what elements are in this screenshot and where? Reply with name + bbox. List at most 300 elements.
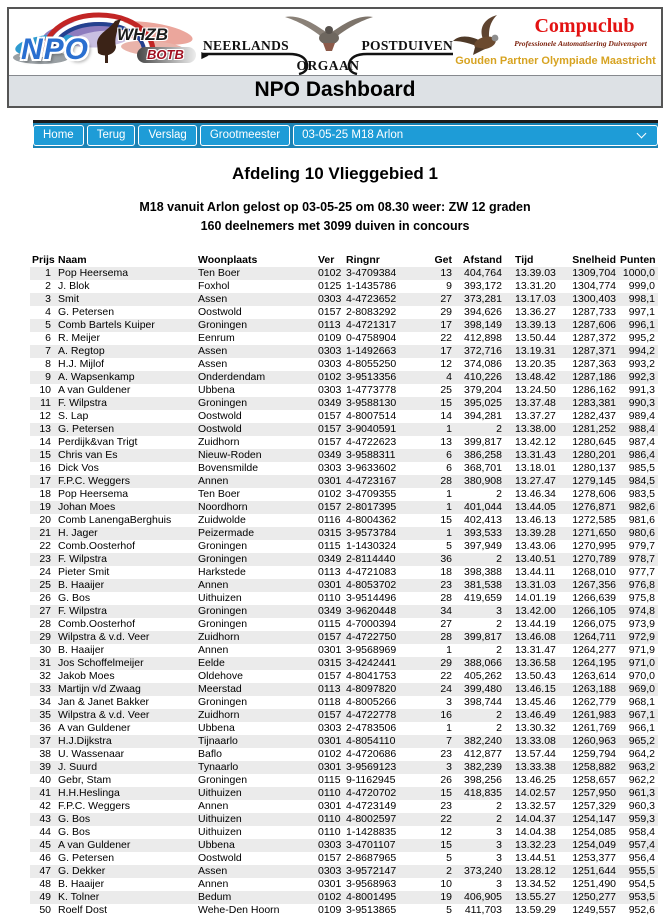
cell-woonplaats: Meerstad xyxy=(198,682,242,695)
cell-ringnr: 2-8083292 xyxy=(346,305,397,318)
cell-get: 29 xyxy=(440,656,452,669)
compuclub-name: Compuclub xyxy=(534,15,635,37)
cell-tijd: 13.39.03 xyxy=(515,266,556,279)
cell-snelheid: 1258,882 xyxy=(572,760,616,773)
cell-prijs: 33 xyxy=(39,682,51,695)
cell-prijs: 12 xyxy=(39,409,51,422)
cell-prijs: 9 xyxy=(45,370,51,383)
cell-naam: J. Suurd xyxy=(58,760,98,773)
cell-woonplaats: Assen xyxy=(198,344,228,357)
cell-naam: Comb Bartels Kuiper xyxy=(58,318,155,331)
cell-naam: H.J.Dijkstra xyxy=(58,734,112,747)
terug-button[interactable]: Terug xyxy=(87,125,136,146)
cell-snelheid: 1263,614 xyxy=(572,669,616,682)
cell-naam: U. Wassenaar xyxy=(58,747,125,760)
cell-naam: F.P.C. Weggers xyxy=(58,474,130,487)
cell-prijs: 25 xyxy=(39,578,51,591)
cell-tijd: 13.46.15 xyxy=(515,682,556,695)
neerlands-postduiven-orgaan-logo xyxy=(203,12,453,74)
table-row xyxy=(30,592,658,605)
cell-snelheid: 1264,195 xyxy=(572,656,616,669)
cell-tijd: 13.46.49 xyxy=(515,708,556,721)
cell-ver: 0301 xyxy=(318,877,342,890)
home-button[interactable]: Home xyxy=(33,125,84,146)
cell-snelheid: 1251,490 xyxy=(572,877,616,890)
table-row xyxy=(30,657,658,670)
cell-afstand: 373,281 xyxy=(464,292,502,305)
cell-snelheid: 1270,789 xyxy=(572,552,616,565)
cell-ver: 0301 xyxy=(318,799,342,812)
cell-afstand: 418,835 xyxy=(464,786,502,799)
cell-get: 6 xyxy=(446,461,452,474)
cell-ver: 0315 xyxy=(318,656,342,669)
cell-ver: 0157 xyxy=(318,422,342,435)
cell-afstand: 393,172 xyxy=(464,279,502,292)
cell-afstand: 382,240 xyxy=(464,734,502,747)
cell-ver: 0349 xyxy=(318,552,342,565)
cell-prijs: 43 xyxy=(39,812,51,825)
compuclub-tagline: Professionele Automatisering Duivensport xyxy=(514,39,647,48)
table-row xyxy=(30,774,658,787)
cell-woonplaats: Eelde xyxy=(198,656,225,669)
cell-snelheid: 1300,403 xyxy=(572,292,616,305)
cell-afstand: 395,025 xyxy=(464,396,502,409)
table-row xyxy=(30,865,658,878)
cell-tijd: 13.59.29 xyxy=(515,903,556,915)
cell-get: 17 xyxy=(440,318,452,331)
cell-ver: 0109 xyxy=(318,903,342,915)
cell-woonplaats: Eenrum xyxy=(198,331,235,344)
cell-ver: 0349 xyxy=(318,396,342,409)
cell-ringnr: 3-9513356 xyxy=(346,370,397,383)
cell-afstand: 402,413 xyxy=(464,513,502,526)
dashboard-title: NPO Dashboard xyxy=(9,75,661,106)
cell-naam: G. Dekker xyxy=(58,864,106,877)
cell-woonplaats: Zuidhorn xyxy=(198,708,240,721)
cell-ver: 0301 xyxy=(318,578,342,591)
cell-woonplaats: Oostwold xyxy=(198,409,242,422)
table-row xyxy=(30,683,658,696)
cell-afstand: 379,204 xyxy=(464,383,502,396)
cell-ringnr: 4-8054110 xyxy=(346,734,396,747)
cell-ver: 0303 xyxy=(318,721,342,734)
table-row xyxy=(30,345,658,358)
cell-ringnr: 4-4722778 xyxy=(346,708,397,721)
cell-get: 17 xyxy=(440,344,452,357)
cell-afstand: 398,149 xyxy=(464,318,502,331)
race-select[interactable] xyxy=(293,125,658,146)
cell-naam: Martijn v/d Zwaag xyxy=(58,682,141,695)
cell-ringnr: 3-9620448 xyxy=(346,604,397,617)
cell-naam: Pieter Smit xyxy=(58,565,110,578)
cell-ringnr: 4-4720686 xyxy=(346,747,397,760)
cell-punten: 993,2 xyxy=(628,357,655,370)
cell-prijs: 34 xyxy=(39,695,51,708)
cell-ringnr: 1-4773778 xyxy=(346,383,397,396)
cell-punten: 992,3 xyxy=(628,370,655,383)
table-row xyxy=(30,462,658,475)
cell-tijd: 13.39.13 xyxy=(515,318,556,331)
cell-get: 22 xyxy=(440,331,452,344)
cell-tijd: 13.50.43 xyxy=(515,669,556,682)
cell-snelheid: 1276,871 xyxy=(572,500,616,513)
cell-afstand: 412,877 xyxy=(464,747,502,760)
cell-snelheid: 1287,371 xyxy=(572,344,616,357)
chevron-down-icon xyxy=(637,129,647,139)
cell-woonplaats: Oldehove xyxy=(198,669,243,682)
cell-get: 15 xyxy=(440,838,452,851)
table-row xyxy=(30,579,658,592)
cell-afstand: 2 xyxy=(496,721,502,734)
cell-snelheid: 1309,704 xyxy=(572,266,616,279)
header-ver: Ver xyxy=(316,254,344,267)
cell-woonplaats: Annen xyxy=(198,799,229,812)
cell-prijs: 11 xyxy=(40,396,51,409)
race-select-value: 03-05-25 M18 Arlon xyxy=(302,129,404,141)
cell-punten: 985,5 xyxy=(628,461,655,474)
table-row xyxy=(30,722,658,735)
cell-snelheid: 1283,381 xyxy=(572,396,616,409)
cell-ringnr: 4-4723167 xyxy=(346,474,397,487)
cell-afstand: 388,066 xyxy=(464,656,502,669)
cell-punten: 983,5 xyxy=(628,487,655,500)
cell-woonplaats: Bovensmilde xyxy=(198,461,259,474)
cell-afstand: 2 xyxy=(496,643,502,656)
cell-naam: Roelf Dost xyxy=(58,903,108,915)
cell-prijs: 38 xyxy=(39,747,51,760)
cell-tijd: 14.02.57 xyxy=(515,786,556,799)
cell-get: 6 xyxy=(446,448,452,461)
cell-ver: 0157 xyxy=(318,305,342,318)
cell-tijd: 13.55.27 xyxy=(515,890,556,903)
cell-ver: 0349 xyxy=(318,448,342,461)
cell-ver: 0109 xyxy=(318,331,342,344)
table-row xyxy=(30,319,658,332)
cell-get: 23 xyxy=(440,578,452,591)
cell-afstand: 3 xyxy=(496,838,502,851)
cell-get: 15 xyxy=(440,786,452,799)
cell-woonplaats: Noordhorn xyxy=(198,500,248,513)
table-row xyxy=(30,566,658,579)
table-row xyxy=(30,488,658,501)
cell-afstand: 393,533 xyxy=(464,526,502,539)
cell-snelheid: 1266,105 xyxy=(572,604,616,617)
cell-snelheid: 1257,329 xyxy=(572,799,616,812)
cell-ver: 0110 xyxy=(318,825,341,838)
table-row xyxy=(30,709,658,722)
cell-afstand: 398,388 xyxy=(464,565,502,578)
cell-ringnr: 3-9573784 xyxy=(346,526,397,539)
cell-afstand: 2 xyxy=(496,422,502,435)
cell-tijd: 13.37.27 xyxy=(515,409,556,422)
table-row xyxy=(30,527,658,540)
cell-punten: 955,5 xyxy=(628,864,655,877)
cell-afstand: 399,817 xyxy=(464,630,502,643)
cell-tijd: 13.20.35 xyxy=(515,357,556,370)
cell-ringnr: 4-8001495 xyxy=(346,890,397,903)
cell-ringnr: 4-4720702 xyxy=(346,786,397,799)
cell-naam: B. Haaijer xyxy=(58,877,105,890)
cell-prijs: 14 xyxy=(39,435,51,448)
cell-tijd: 13.44.19 xyxy=(515,617,556,630)
cell-tijd: 13.33.08 xyxy=(515,734,556,747)
cell-ver: 0110 xyxy=(318,786,341,799)
cell-ringnr: 4-8007514 xyxy=(346,409,397,422)
cell-get: 22 xyxy=(440,812,452,825)
cell-ringnr: 9-1162945 xyxy=(346,773,396,786)
table-row xyxy=(30,631,658,644)
neerlands-text: NEERLANDS xyxy=(203,38,289,53)
whzb-logo-text: WHZB xyxy=(117,25,168,44)
cell-punten: 954,5 xyxy=(628,877,655,890)
cell-prijs: 10 xyxy=(39,383,51,396)
table-row xyxy=(30,761,658,774)
race-info-line2: 160 deelnemers met 3099 duiven in concours xyxy=(200,219,470,234)
cell-tijd: 13.45.46 xyxy=(515,695,556,708)
cell-woonplaats: Groningen xyxy=(198,396,248,409)
cell-snelheid: 1280,137 xyxy=(572,461,616,474)
cell-punten: 953,5 xyxy=(628,890,655,903)
grootmeester-button[interactable]: Grootmeester xyxy=(200,125,290,146)
cell-ver: 0301 xyxy=(318,760,342,773)
cell-get: 18 xyxy=(440,565,452,578)
cell-naam: H.J. Mijlof xyxy=(58,357,105,370)
cell-punten: 999,0 xyxy=(628,279,655,292)
cell-naam: G. Bos xyxy=(58,812,91,825)
cell-afstand: 381,538 xyxy=(464,578,502,591)
cell-naam: Chris van Es xyxy=(58,448,118,461)
cell-get: 12 xyxy=(440,357,452,370)
cell-punten: 980,6 xyxy=(628,526,655,539)
cell-prijs: 44 xyxy=(39,825,51,838)
cell-prijs: 36 xyxy=(39,721,51,734)
table-row xyxy=(30,540,658,553)
cell-ringnr: 1-1430324 xyxy=(346,539,397,552)
table-row xyxy=(30,371,658,384)
cell-snelheid: 1287,363 xyxy=(572,357,616,370)
cell-ver: 0113 xyxy=(318,682,341,695)
cell-ver: 0303 xyxy=(318,292,342,305)
cell-ver: 0102 xyxy=(318,370,342,383)
cell-naam: B. Haaijer xyxy=(58,643,105,656)
table-row xyxy=(30,813,658,826)
cell-punten: 969,0 xyxy=(628,682,655,695)
cell-ver: 0303 xyxy=(318,461,342,474)
cell-get: 10 xyxy=(440,877,452,890)
header-naam: Naam xyxy=(56,254,196,267)
cell-ver: 0303 xyxy=(318,383,342,396)
cell-get: 1 xyxy=(446,721,452,734)
table-row xyxy=(30,878,658,891)
cell-snelheid: 1278,606 xyxy=(572,487,616,500)
cell-prijs: 27 xyxy=(39,604,51,617)
cell-prijs: 42 xyxy=(39,799,51,812)
table-row xyxy=(30,358,658,371)
cell-afstand: 2 xyxy=(496,812,502,825)
table-row xyxy=(30,852,658,865)
cell-ver: 0102 xyxy=(318,747,342,760)
table-row xyxy=(30,618,658,631)
cell-naam: Gebr, Stam xyxy=(58,773,112,786)
cell-get: 26 xyxy=(440,773,452,786)
cell-snelheid: 1279,145 xyxy=(572,474,616,487)
cell-snelheid: 1264,277 xyxy=(572,643,616,656)
cell-prijs: 41 xyxy=(39,786,51,799)
cell-ringnr: 3-4242441 xyxy=(346,656,397,669)
cell-naam: S. Lap xyxy=(58,409,89,422)
cell-naam: Comb LanengaBerghuis xyxy=(58,513,172,526)
cell-ringnr: 3-9513865 xyxy=(346,903,397,915)
cell-get: 34 xyxy=(440,604,452,617)
cell-naam: Jos Schoffelmeijer xyxy=(58,656,144,669)
compuclub-partner-line: Gouden Partner Olympiade Maastricht xyxy=(455,55,656,67)
cell-ringnr: 4-4721083 xyxy=(346,565,397,578)
cell-naam: Comb.Oosterhof xyxy=(58,539,136,552)
cell-snelheid: 1253,377 xyxy=(572,851,616,864)
cell-woonplaats: Groningen xyxy=(198,552,248,565)
cell-prijs: 1 xyxy=(45,266,51,279)
cell-prijs: 18 xyxy=(39,487,51,500)
cell-tijd: 13.34.52 xyxy=(515,877,556,890)
cell-naam: A van Guldener xyxy=(58,721,131,734)
cell-snelheid: 1261,983 xyxy=(572,708,616,721)
table-row xyxy=(30,280,658,293)
cell-punten: 981,6 xyxy=(628,513,655,526)
cell-naam: Jakob Moes xyxy=(58,669,115,682)
cell-prijs: 50 xyxy=(39,903,51,915)
cell-get: 28 xyxy=(440,591,452,604)
cell-tijd: 13.17.03 xyxy=(515,292,556,305)
cell-get: 16 xyxy=(440,708,452,721)
cell-punten: 979,7 xyxy=(628,539,655,552)
table-row xyxy=(30,891,658,904)
cell-snelheid: 1266,639 xyxy=(572,591,616,604)
cell-ringnr: 4-8004362 xyxy=(346,513,397,526)
cell-tijd: 13.18.01 xyxy=(515,461,556,474)
cell-tijd: 13.44.51 xyxy=(515,851,556,864)
cell-ringnr: 4-7000394 xyxy=(346,617,397,630)
cell-woonplaats: Assen xyxy=(198,292,228,305)
cell-naam: A. Regtop xyxy=(58,344,105,357)
cell-prijs: 4 xyxy=(45,305,51,318)
header-punten: Punten xyxy=(618,254,658,267)
cell-tijd: 13.28.12 xyxy=(515,864,556,877)
cell-get: 28 xyxy=(440,474,452,487)
cell-afstand: 406,905 xyxy=(464,890,502,903)
cell-tijd: 13.39.28 xyxy=(515,526,556,539)
cell-tijd: 13.44.11 xyxy=(515,565,556,578)
cell-tijd: 13.31.43 xyxy=(515,448,556,461)
cell-naam: F. Wilpstra xyxy=(58,604,108,617)
cell-woonplaats: Peizermade xyxy=(198,526,255,539)
cell-ver: 0110 xyxy=(318,812,341,825)
cell-naam: Pop Heersema xyxy=(58,266,129,279)
cell-get: 5 xyxy=(446,539,452,552)
cell-punten: 972,9 xyxy=(628,630,655,643)
table-row xyxy=(30,501,658,514)
cell-punten: 982,6 xyxy=(628,500,655,513)
cell-get: 3 xyxy=(446,695,452,708)
cell-naam: K. Tolner xyxy=(58,890,100,903)
cell-tijd: 13.50.44 xyxy=(515,331,556,344)
cell-afstand: 412,898 xyxy=(464,331,502,344)
cell-ringnr: 4-8041753 xyxy=(346,669,397,682)
cell-snelheid: 1281,252 xyxy=(572,422,616,435)
cell-afstand: 3 xyxy=(496,604,502,617)
header-ringnr: Ringnr xyxy=(344,254,424,267)
cell-ringnr: 3-9588130 xyxy=(346,396,397,409)
cell-ver: 0157 xyxy=(318,669,342,682)
cell-tijd: 13.48.42 xyxy=(515,370,556,383)
cell-afstand: 405,262 xyxy=(464,669,502,682)
cell-prijs: 40 xyxy=(39,773,51,786)
cell-naam: Perdijk&van Trigt xyxy=(58,435,138,448)
cell-punten: 971,0 xyxy=(628,656,655,669)
cell-prijs: 35 xyxy=(39,708,51,721)
cell-prijs: 45 xyxy=(39,838,51,851)
header-afstand: Afstand xyxy=(454,254,504,267)
header xyxy=(7,7,663,108)
cell-woonplaats: Groningen xyxy=(198,604,248,617)
cell-woonplaats: Groningen xyxy=(198,539,248,552)
verslag-button[interactable]: Verslag xyxy=(138,125,196,146)
cell-ringnr: 4-4722623 xyxy=(346,435,397,448)
cell-prijs: 2 xyxy=(45,279,51,292)
cell-snelheid: 1258,657 xyxy=(572,773,616,786)
cell-woonplaats: Groningen xyxy=(198,695,248,708)
cell-woonplaats: Uithuizen xyxy=(198,812,242,825)
cell-ringnr: 2-8114440 xyxy=(346,552,396,565)
cell-snelheid: 1251,644 xyxy=(572,864,616,877)
cell-punten: 952,6 xyxy=(628,903,655,915)
cell-prijs: 23 xyxy=(39,552,51,565)
race-info xyxy=(0,198,670,237)
cell-ver: 0113 xyxy=(318,565,341,578)
table-row xyxy=(30,514,658,527)
cell-ringnr: 4-4723149 xyxy=(346,799,397,812)
cell-get: 14 xyxy=(440,409,452,422)
cell-prijs: 24 xyxy=(39,565,51,578)
results-table-body xyxy=(30,267,658,915)
cell-punten: 974,8 xyxy=(628,604,655,617)
cell-snelheid: 1257,950 xyxy=(572,786,616,799)
cell-snelheid: 1254,147 xyxy=(572,812,616,825)
cell-ver: 0118 xyxy=(318,695,341,708)
table-row xyxy=(30,787,658,800)
cell-get: 24 xyxy=(440,682,452,695)
cell-snelheid: 1261,769 xyxy=(572,721,616,734)
cell-punten: 970,0 xyxy=(628,669,655,682)
cell-ringnr: 3-4709355 xyxy=(346,487,397,500)
cell-get: 1 xyxy=(446,643,452,656)
cell-snelheid: 1286,162 xyxy=(572,383,616,396)
cell-snelheid: 1287,733 xyxy=(572,305,616,318)
cell-woonplaats: Ubbena xyxy=(198,383,235,396)
cell-punten: 986,4 xyxy=(628,448,655,461)
cell-get: 15 xyxy=(440,396,452,409)
cell-get: 2 xyxy=(446,864,452,877)
cell-punten: 997,1 xyxy=(628,305,655,318)
cell-punten: 960,3 xyxy=(628,799,655,812)
cell-ver: 0125 xyxy=(318,279,342,292)
cell-tijd: 13.19.31 xyxy=(515,344,556,357)
cell-ringnr: 2-4783506 xyxy=(346,721,397,734)
cell-naam: G. Petersen xyxy=(58,422,115,435)
table-row xyxy=(30,644,658,657)
header-tijd: Tijd xyxy=(504,254,562,267)
cell-woonplaats: Groningen xyxy=(198,773,248,786)
cell-get: 9 xyxy=(446,279,452,292)
